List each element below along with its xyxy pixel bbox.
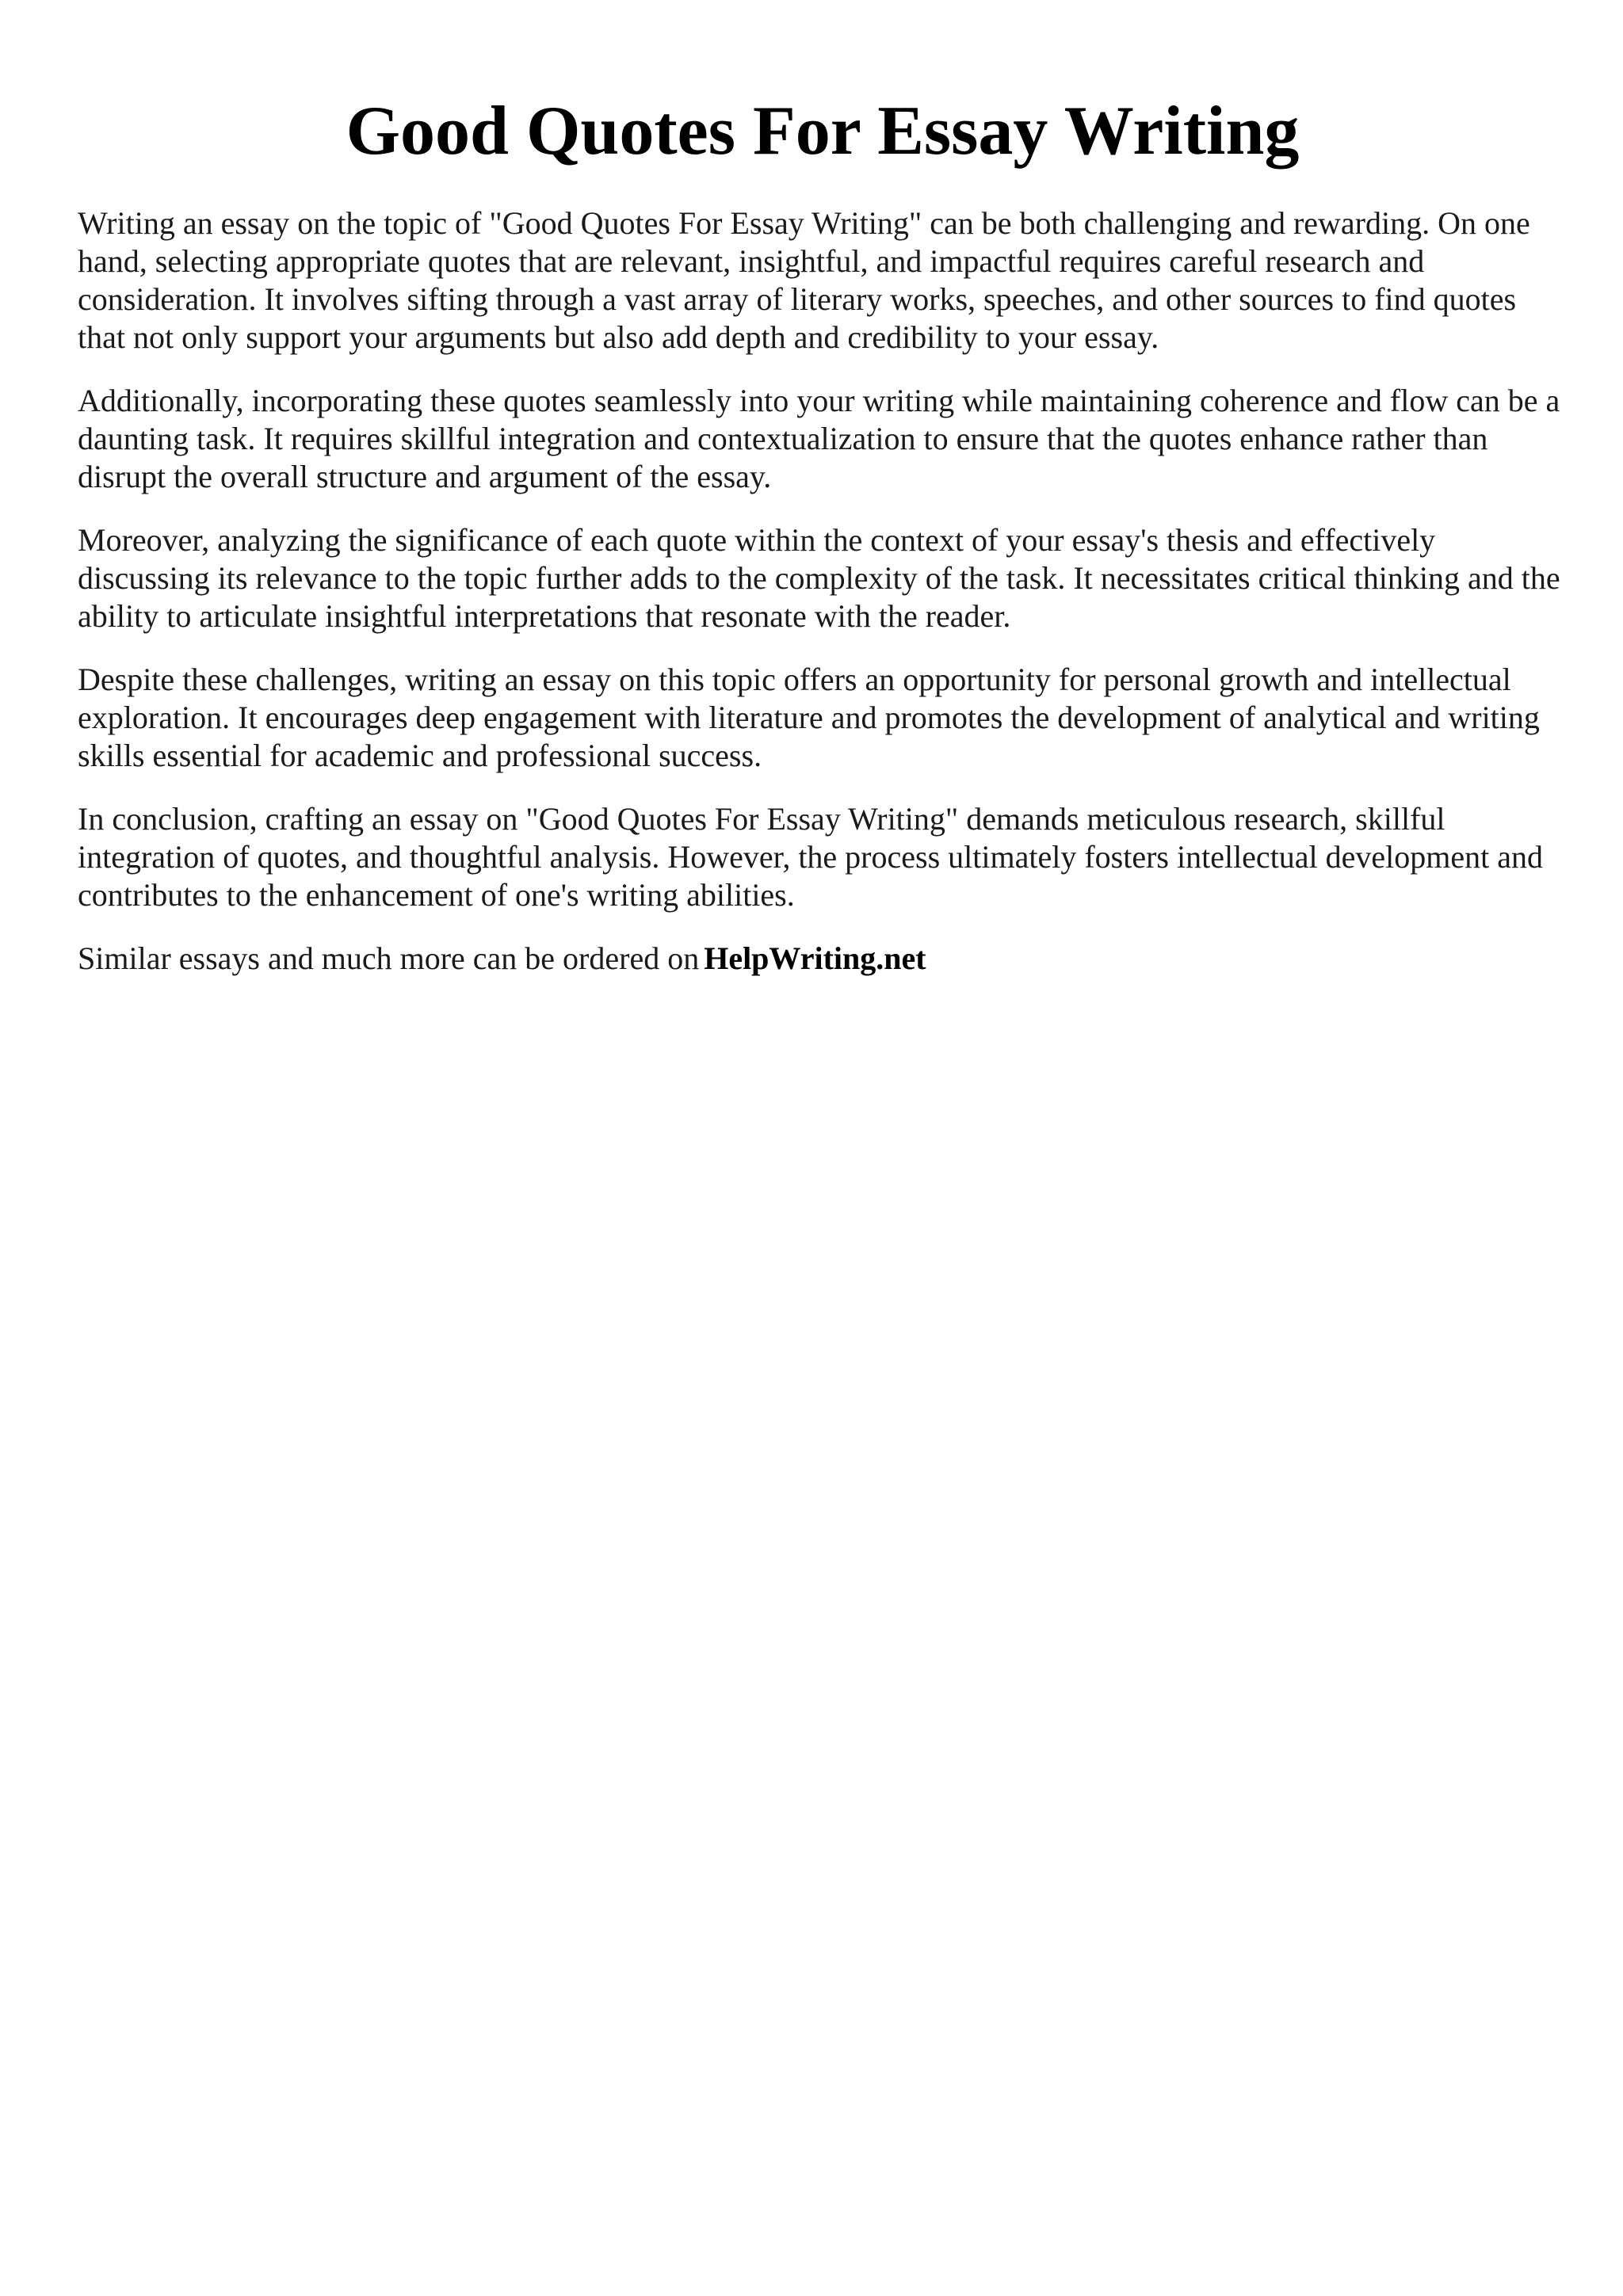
paragraph-1: Writing an essay on the topic of "Good Quotes For Essay Writing" can be both challenging and rewarding. On one hand, selecting appropriate quotes that are relevant, insightful, and impactful requires careful research and consideration. It involves sifting through a vast array of literary works, speeches, and other sources to find quotes that not only support your arguments but also add depth and credibility to your essay. xyxy=(78,205,1530,355)
document-title: Good Quotes For Essay Writing xyxy=(346,93,1300,170)
helpwriting-link[interactable]: HelpWriting.net xyxy=(704,940,926,976)
paragraph-2: Additionally, incorporating these quotes seamlessly into your writing while maintaining coherence and flow can be a daunting task. It requires skillful integration and contextualization to ensure that the quotes enhance rather than disrupt the overall structure and argument of the essay. xyxy=(78,383,1560,494)
closing-line xyxy=(78,940,1568,978)
paragraph-5: In conclusion, crafting an essay on "Good Quotes For Essay Writing" demands meticulous research, skillful integration of quotes, and thoughtful analysis. However, the process ultimately fosters intellectual development and contributes to the enhancement of one's writing abilities. xyxy=(78,801,1544,913)
closing-text: Similar essays and much more can be ordered on xyxy=(78,940,700,976)
paragraph-4: Despite these challenges, writing an essay on this topic offers an opportunity for personal growth and intellectual exploration. It encourages deep engagement with literature and promotes the development of analytical and writing skills essential for academic and professional success. xyxy=(78,662,1540,773)
paragraph-3: Moreover, analyzing the significance of each quote within the context of your essay's thesis and effectively discussing its relevance to the topic further adds to the complexity of the task. It necessitates critical thinking and the ability to articulate insightful interpretations that resonate with the reader. xyxy=(78,522,1560,634)
document-body xyxy=(78,204,1568,978)
document-page xyxy=(78,87,1568,978)
